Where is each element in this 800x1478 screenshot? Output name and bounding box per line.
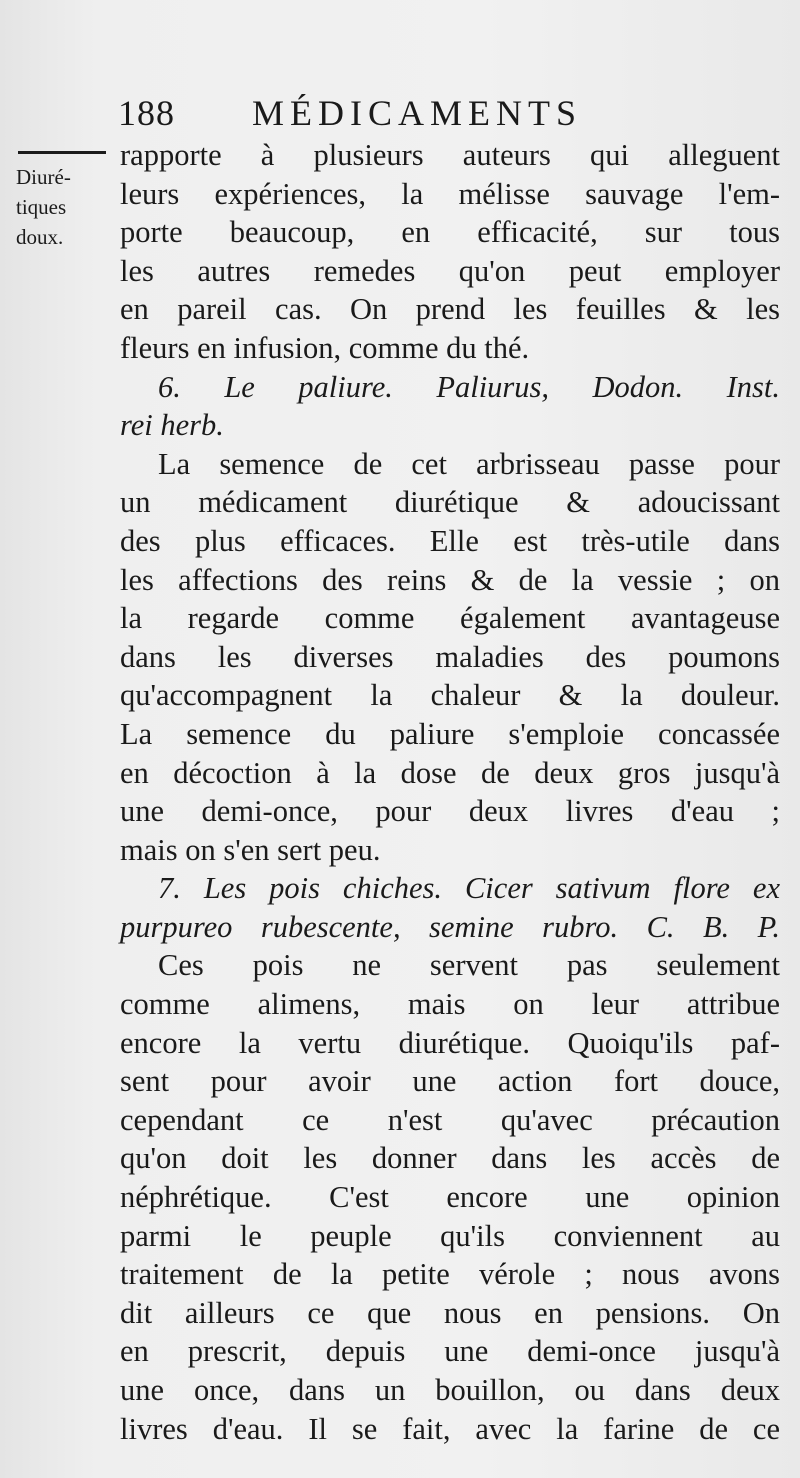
running-title: MÉDICAMENTS bbox=[252, 93, 583, 133]
text-line: cependant ce n'est qu'avec précaution bbox=[120, 1102, 780, 1137]
text-line: rapporte à plusieurs auteurs qui alleguent bbox=[120, 138, 780, 172]
section-heading-line: rei herb. bbox=[120, 408, 224, 443]
margin-rule bbox=[18, 151, 106, 154]
margin-note-line: Diuré- bbox=[16, 165, 71, 189]
text-line: porte beaucoup, en efficacité, sur tous bbox=[120, 215, 780, 250]
text-line: les affections des reins & de la vessie ; on bbox=[120, 562, 780, 597]
text-line: comme alimens, mais on leur attribue bbox=[120, 987, 780, 1022]
text-line: mais on s'en sert peu. bbox=[120, 832, 381, 867]
body-text bbox=[120, 136, 780, 1448]
text-line: en prescrit, depuis une demi-once jusqu'à bbox=[120, 1334, 780, 1369]
text-line: dans les diverses maladies des poumons bbox=[120, 639, 780, 674]
text-line: la regarde comme également avantageuse bbox=[120, 601, 780, 636]
text-line: leurs expériences, la mélisse sauvage l'em- bbox=[120, 176, 780, 211]
text-line: Ces pois ne servent pas seulement bbox=[158, 948, 780, 983]
section-heading-line: purpureo rubescente, semine rubro. C. B. P. bbox=[120, 909, 780, 944]
text-line: traitement de la petite vérole ; nous avons bbox=[120, 1257, 780, 1292]
margin-note bbox=[16, 162, 108, 252]
margin-note-line: doux. bbox=[16, 225, 64, 249]
text-line: encore la vertu diurétique. Quoiqu'ils paf- bbox=[120, 1025, 780, 1060]
page-number: 188 bbox=[118, 93, 175, 133]
text-line: en pareil cas. On prend les feuilles & les bbox=[120, 292, 780, 327]
text-line: fleurs en infusion, comme du thé. bbox=[120, 330, 530, 365]
text-line: dit ailleurs ce que nous en pensions. On bbox=[120, 1295, 780, 1330]
text-line: néphrétique. C'est encore une opinion bbox=[120, 1180, 780, 1215]
text-line: parmi le peuple qu'ils conviennent au bbox=[120, 1218, 780, 1253]
text-line: La semence du paliure s'emploie concassée bbox=[120, 716, 780, 751]
section-heading-line: 7. Les pois chiches. Cicer sativum flore ex bbox=[158, 871, 780, 906]
text-line: en décoction à la dose de deux gros jusqu'à bbox=[120, 755, 780, 790]
text-line: La semence de cet arbrisseau passe pour bbox=[158, 446, 780, 481]
text-line: qu'on doit les donner dans les accès de bbox=[120, 1141, 780, 1176]
text-line: qu'accompagnent la chaleur & la douleur. bbox=[120, 678, 780, 713]
text-line: des plus efficaces. Elle est très-utile dans bbox=[120, 523, 780, 558]
margin-note-line: tiques bbox=[16, 195, 67, 219]
text-line: les autres remedes qu'on peut employer bbox=[120, 253, 780, 288]
text-line: une once, dans un bouillon, ou dans deux bbox=[120, 1373, 780, 1407]
text-line: une demi-once, pour deux livres d'eau ; bbox=[120, 794, 780, 829]
text-line: livres d'eau. Il se fait, avec la farine de ce bbox=[120, 1411, 780, 1446]
text-line: un médicament diurétique & adoucissant bbox=[120, 485, 780, 520]
section-heading-line: 6. Le paliure. Paliurus, Dodon. Inst. bbox=[158, 369, 780, 404]
text-line: sent pour avoir une action fort douce, bbox=[120, 1064, 780, 1099]
